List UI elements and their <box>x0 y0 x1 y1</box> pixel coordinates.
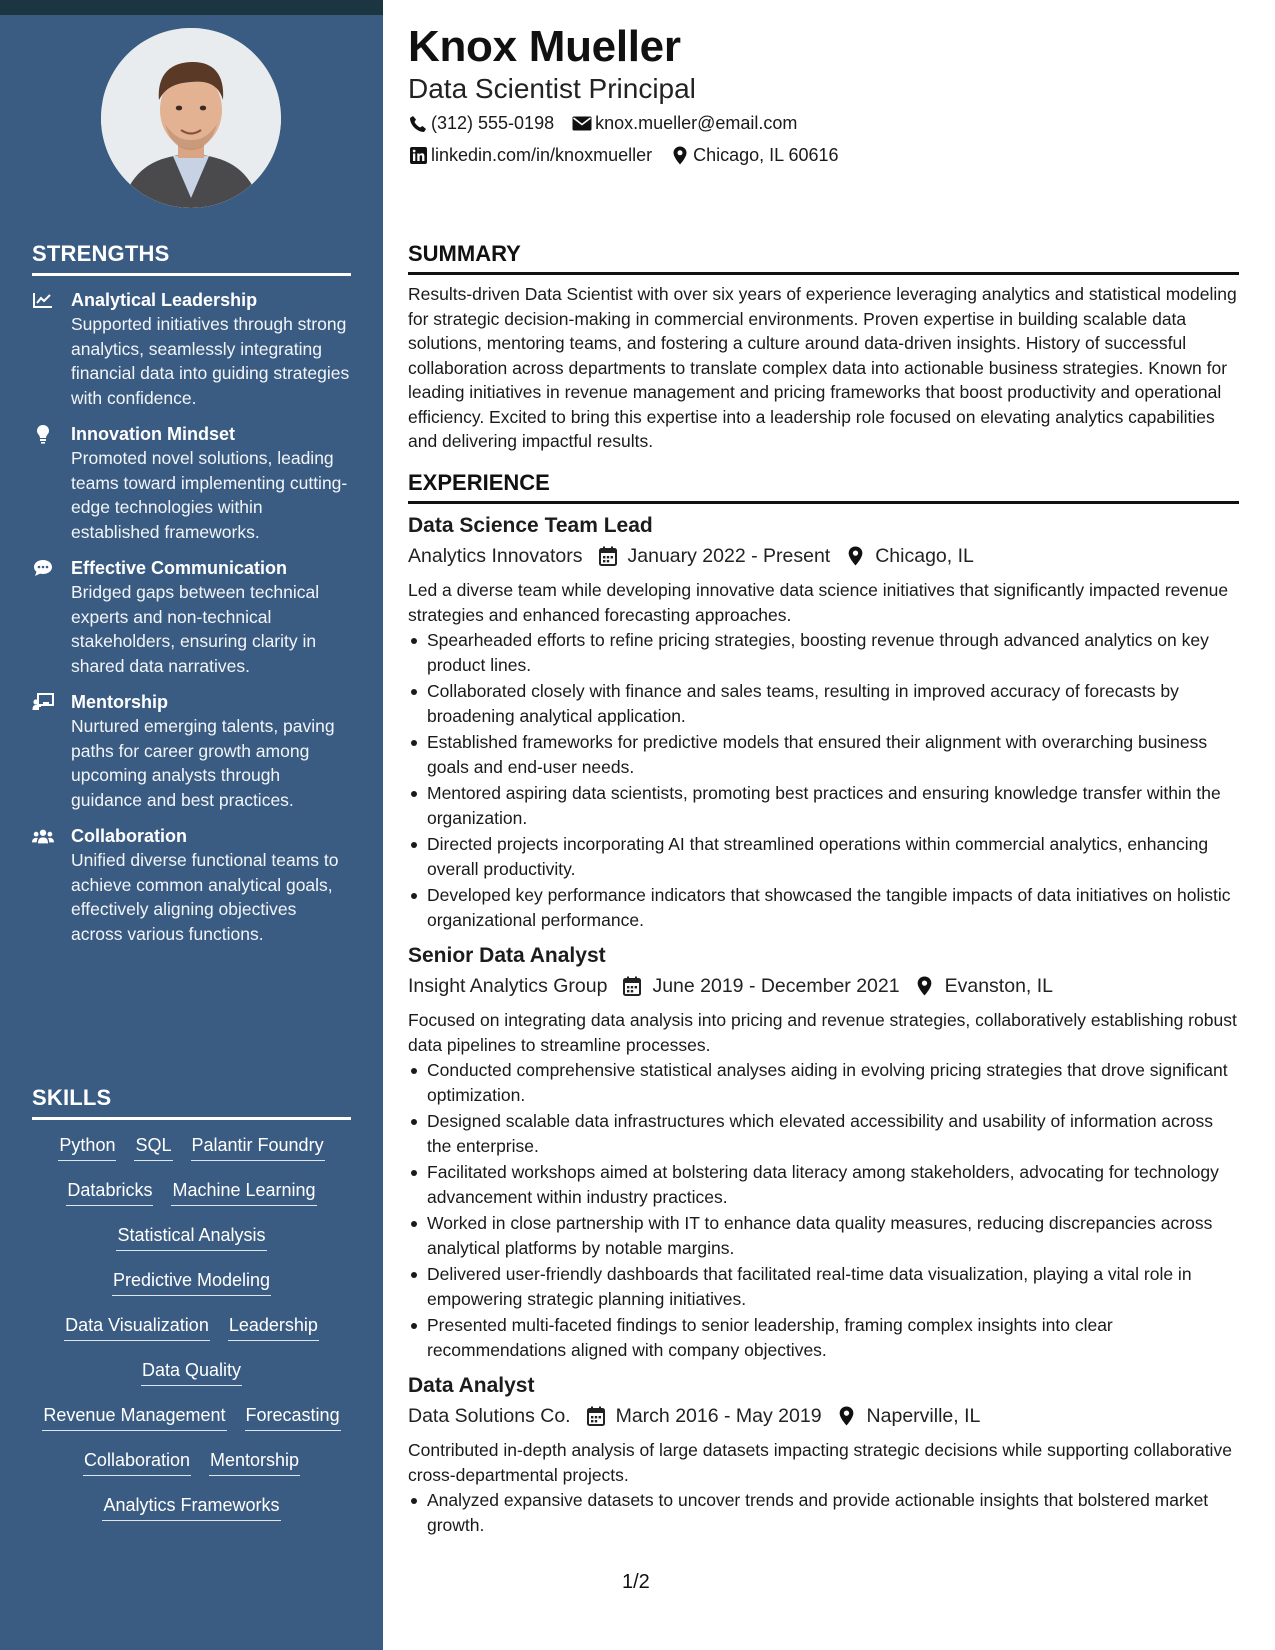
job-dates: January 2022 - Present <box>627 545 831 567</box>
chalkboard-teacher-icon <box>32 692 54 712</box>
skill-tag: Collaboration <box>83 1447 191 1476</box>
phone-icon <box>408 114 428 134</box>
skill-tag: Data Visualization <box>64 1312 210 1341</box>
strength-item <box>32 288 351 410</box>
page-number: 1/2 <box>622 1571 650 1593</box>
lightbulb-icon <box>32 424 54 444</box>
job-location: Chicago, IL <box>875 545 974 567</box>
strength-desc: Supported initiatives through strong analytics, seamlessly integrating financial data into guiding strategies with confidence. <box>71 314 350 408</box>
job-location: Evanston, IL <box>944 975 1054 997</box>
job-bullet: Established frameworks for predictive models that ensured their alignment with overarching business goals and end-user needs. <box>408 730 1239 779</box>
job-meta <box>408 971 1239 1001</box>
skill-row <box>32 1177 351 1222</box>
calendar-icon <box>621 975 643 997</box>
skill-tag: Statistical Analysis <box>116 1222 266 1251</box>
job-bullet: Developed key performance indicators that showcased the tangible impacts of data initiatives on holistic organizational performance. <box>408 883 1239 932</box>
skill-tag: Leadership <box>228 1312 319 1341</box>
experience-section <box>408 470 1239 1539</box>
linkedin-text: linkedin.com/in/knoxmueller <box>431 145 653 165</box>
candidate-name: Knox Mueller <box>408 22 681 71</box>
job-title: Data Analyst <box>408 1374 535 1397</box>
skill-tag: Revenue Management <box>42 1402 226 1431</box>
skill-row <box>32 1132 351 1177</box>
job-bullet: Analyzed expansive datasets to uncover trends and provide actionable insights that bolstered market growth. <box>408 1488 1239 1537</box>
job-bullets <box>408 1488 1239 1537</box>
job-bullet: Conducted comprehensive statistical analyses aiding in evolving pricing strategies that drove significant optimization. <box>408 1058 1239 1107</box>
skill-row <box>32 1312 351 1357</box>
calendar-icon <box>585 1405 607 1427</box>
sidebar <box>0 0 383 1650</box>
job-description: Led a diverse team while developing innovative data science initiatives that significantly impacted revenue strategies and enhanced forecasting approaches. <box>408 580 1229 625</box>
job-location: Naperville, IL <box>866 1405 981 1427</box>
location-contact <box>670 145 838 166</box>
strength-desc: Nurtured emerging talents, paving paths for career growth among upcoming analysts through guidance and best practices. <box>71 716 335 810</box>
job-entry <box>408 1372 1239 1537</box>
job-bullet: Delivered user-friendly dashboards that facilitated real-time data visualization, playing a vital role in empowering strategic planning initiatives. <box>408 1262 1239 1311</box>
location-text: Chicago, IL 60616 <box>693 145 839 165</box>
job-dates: June 2019 - December 2021 <box>652 975 900 997</box>
map-marker-icon <box>844 545 866 567</box>
map-marker-icon <box>670 146 690 166</box>
calendar-icon <box>597 545 619 567</box>
strength-item <box>32 824 351 946</box>
skills-list <box>32 1132 351 1537</box>
skill-row <box>32 1222 351 1267</box>
job-bullet: Worked in close partnership with IT to enhance data quality measures, reducing discrepancies across analytical platforms by notable margins. <box>408 1211 1239 1260</box>
skill-row <box>32 1492 351 1537</box>
comment-icon <box>32 558 54 578</box>
strength-desc: Unified diverse functional teams to achieve common analytical goals, effectively aligning objectives across various functions. <box>71 850 339 944</box>
strength-desc: Promoted novel solutions, leading teams toward implementing cutting-edge technologies within established frameworks. <box>71 448 348 542</box>
experience-heading: EXPERIENCE <box>408 470 1239 504</box>
job-bullet: Directed projects incorporating AI that streamlined operations within commercial analytics, enhancing overall productivity. <box>408 832 1239 881</box>
candidate-title: Data Scientist Principal <box>408 73 696 104</box>
chart-line-icon <box>32 290 54 310</box>
job-meta <box>408 1401 1239 1431</box>
email-contact[interactable] <box>572 113 797 134</box>
linkedin-icon <box>408 146 428 166</box>
strength-item <box>32 556 351 678</box>
skills-heading: SKILLS <box>32 1085 351 1120</box>
strength-title: Effective Communication <box>71 558 288 578</box>
phone-contact[interactable] <box>408 113 554 134</box>
skill-tag: Mentorship <box>209 1447 300 1476</box>
job-company: Data Solutions Co. <box>408 1405 571 1427</box>
strength-title: Innovation Mindset <box>71 424 235 444</box>
skill-tag: Machine Learning <box>171 1177 316 1206</box>
skill-tag: Analytics Frameworks <box>102 1492 280 1521</box>
strength-title: Collaboration <box>71 826 187 846</box>
job-bullet: Presented multi-faceted findings to senior leadership, framing complex insights into clear recommendations aligned with company objectives. <box>408 1313 1239 1362</box>
job-entry <box>408 942 1239 1362</box>
job-bullet: Collaborated closely with finance and sales teams, resulting in improved accuracy of forecasts by broadening analytical application. <box>408 679 1239 728</box>
email-text: knox.mueller@email.com <box>595 113 798 133</box>
skill-tag: Data Quality <box>141 1357 242 1386</box>
job-company: Analytics Innovators <box>408 545 583 567</box>
skill-row <box>32 1402 351 1447</box>
profile-photo <box>101 28 281 208</box>
strength-item <box>32 690 351 812</box>
skill-tag: Predictive Modeling <box>112 1267 271 1296</box>
job-bullet: Facilitated workshops aimed at bolstering data literacy among stakeholders, advocating for technology advancement within industry practices. <box>408 1160 1239 1209</box>
job-description: Contributed in-depth analysis of large datasets impacting strategic decisions while supporting collaborative cross-departmental projects. <box>408 1440 1232 1485</box>
linkedin-contact[interactable] <box>408 145 652 166</box>
skill-row <box>32 1267 351 1312</box>
job-bullets <box>408 1058 1239 1362</box>
job-entry <box>408 512 1239 932</box>
map-marker-icon <box>836 1405 858 1427</box>
skill-tag: SQL <box>134 1132 172 1161</box>
strength-title: Mentorship <box>71 692 168 712</box>
job-title: Senior Data Analyst <box>408 944 606 967</box>
skill-tag: Palantir Foundry <box>191 1132 325 1161</box>
users-icon <box>32 826 54 846</box>
phone-text: (312) 555-0198 <box>431 113 555 133</box>
job-title: Data Science Team Lead <box>408 514 653 537</box>
job-description: Focused on integrating data analysis into pricing and revenue strategies, collaboratively establishing robust data pipelines to streamline processes. <box>408 1010 1237 1055</box>
job-company: Insight Analytics Group <box>408 975 608 997</box>
job-bullet: Mentored aspiring data scientists, promoting best practices and ensuring knowledge transfer within the organization. <box>408 781 1239 830</box>
job-meta <box>408 541 1239 571</box>
sidebar-top-bar <box>0 0 383 15</box>
skill-tag: Databricks <box>66 1177 153 1206</box>
map-marker-icon <box>914 975 936 997</box>
summary-heading: SUMMARY <box>408 241 1239 275</box>
strength-item <box>32 422 351 544</box>
strengths-section <box>32 241 351 946</box>
skill-row <box>32 1357 351 1402</box>
contact-row <box>408 145 857 166</box>
skills-section <box>32 1085 351 1537</box>
strength-desc: Bridged gaps between technical experts and non-technical stakeholders, ensuring clarity in shared data narratives. <box>71 582 320 676</box>
job-bullet: Designed scalable data infrastructures which elevated accessibility and usability of information across the enterprise. <box>408 1109 1239 1158</box>
summary-text: Results-driven Data Scientist with over six years of experience leveraging analytics and statistical modeling for strategic decision-making in commercial environments. Proven expertise in building scalable data solutions, mentoring teams, and fostering a culture around data-driven insights. History of successful collaboration across departments to translate complex data into actionable business strategies. Known for leading initiatives in revenue management and pricing frameworks that boost productivity and operational efficiency. Excited to bring this expertise into a leadership role focused on elevating analytics capabilities and delivering impactful results. <box>408 284 1237 451</box>
strength-title: Analytical Leadership <box>71 290 258 310</box>
envelope-icon <box>572 114 592 134</box>
job-bullets <box>408 628 1239 932</box>
skill-row <box>32 1447 351 1492</box>
skill-tag: Python <box>58 1132 116 1161</box>
skill-tag: Forecasting <box>245 1402 341 1431</box>
contact-row <box>408 113 815 134</box>
job-dates: March 2016 - May 2019 <box>615 1405 822 1427</box>
job-bullet: Spearheaded efforts to refine pricing strategies, boosting revenue through advanced analytics on key product lines. <box>408 628 1239 677</box>
strengths-heading: STRENGTHS <box>32 241 351 276</box>
summary-section <box>408 241 1239 454</box>
